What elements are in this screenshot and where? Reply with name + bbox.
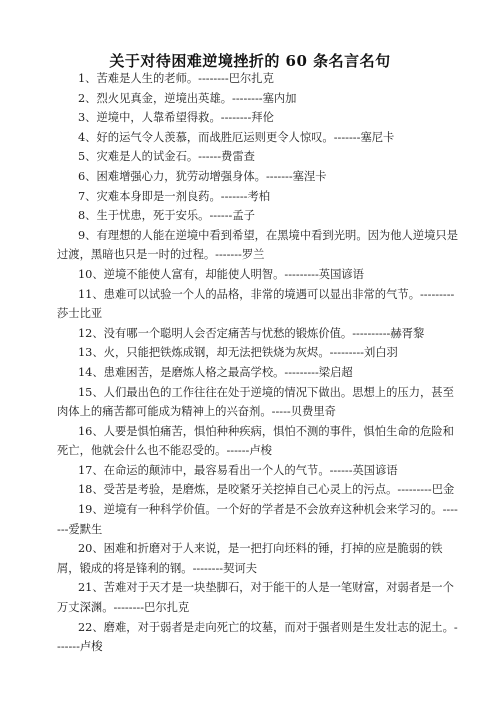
quote-item: 13、火，只能把铁炼成钢，却无法把铁烧为灰烬。---------刘白羽 bbox=[78, 346, 398, 360]
quote-item: 10、逆境不能使人富有，却能使人明智。---------英国谚语 bbox=[78, 267, 364, 281]
quote-item: 2、烈火见真金，逆境出英雄。--------塞内加 bbox=[78, 91, 297, 105]
quote-item: 1、苦难是人生的老师。--------巴尔扎克 bbox=[78, 72, 274, 85]
quote-item: 14、患难困苦，是磨炼人格之最高学校。---------梁启超 bbox=[78, 365, 353, 379]
quote-item: 12、没有哪一个聪明人会否定痛苦与忧愁的锻炼价值。----------赫胥黎 bbox=[78, 326, 425, 340]
quote-item: 21、苦难对于天才是一块垫脚石，对于能干的人是一笔财富，对弱者是一个万丈深渊。--------巴尔扎克 bbox=[57, 581, 454, 615]
quote-item: 4、好的运气令人羡慕，而战胜厄运则更令人惊叹。-------塞尼卡 bbox=[78, 130, 395, 144]
quote-item: 19、逆境有一种科学价值。一个好的学者是不会放弃这种机会来学习的。-------爱默生 bbox=[57, 503, 458, 536]
quote-item: 15、人们最出色的工作往往在处于逆境的情况下做出。思想上的压力，甚至肉体上的痛苦都可能成为精神上的兴奋剂。-----贝费里奇 bbox=[57, 385, 454, 419]
quote-item: 3、逆境中，人靠希望得救。--------拜伦 bbox=[78, 111, 274, 125]
quote-item: 9、有理想的人能在逆境中看到希望，在黑境中看到光明。因为他人逆境只是过渡，黑暗也只是一时的过程。-------罗兰 bbox=[57, 228, 458, 262]
quote-item: 6、困难增强心力，犹劳动增强身体。-------塞涅卡 bbox=[78, 169, 327, 183]
quote-item: 16、人要是惧怕痛苦，惧怕种种疾病，惧怕不测的事件，惧怕生命的危险和死亡，他就会什么也不能忍受的。------卢梭 bbox=[57, 424, 454, 458]
quote-item: 8、生于忧患，死于安乐。------孟子 bbox=[78, 209, 255, 223]
quote-item: 11、患难可以试验一个人的品格，非常的境遇可以显出非常的气节。---------莎士比亚 bbox=[57, 287, 455, 321]
quote-item: 17、在命运的颠沛中，最容易看出一个人的气节。------英国谚语 bbox=[78, 463, 398, 477]
quote-item: 22、磨难，对于弱者是走向死亡的坟墓，而对于强者则是生发壮志的泥土。-------卢梭 bbox=[57, 620, 458, 654]
quote-item: 7、灾难本身即是一剂良药。-------考柏 bbox=[78, 189, 271, 203]
quote-item: 5、灾难是人的试金石。------费雷查 bbox=[78, 150, 255, 164]
document-title: 关于对待困难逆境挫折的 60 条名言名句 bbox=[109, 52, 391, 70]
quote-item: 20、困难和折磨对于人来说，是一把打向坯料的锤，打掉的应是脆弱的铁屑，锻成的将是锋利的钢。--------契诃夫 bbox=[57, 542, 443, 575]
quote-list bbox=[57, 69, 460, 657]
quote-item: 18、受苦是考验，是磨炼，是咬紧牙关挖掉自己心灵上的污点。---------巴金 bbox=[78, 483, 455, 497]
